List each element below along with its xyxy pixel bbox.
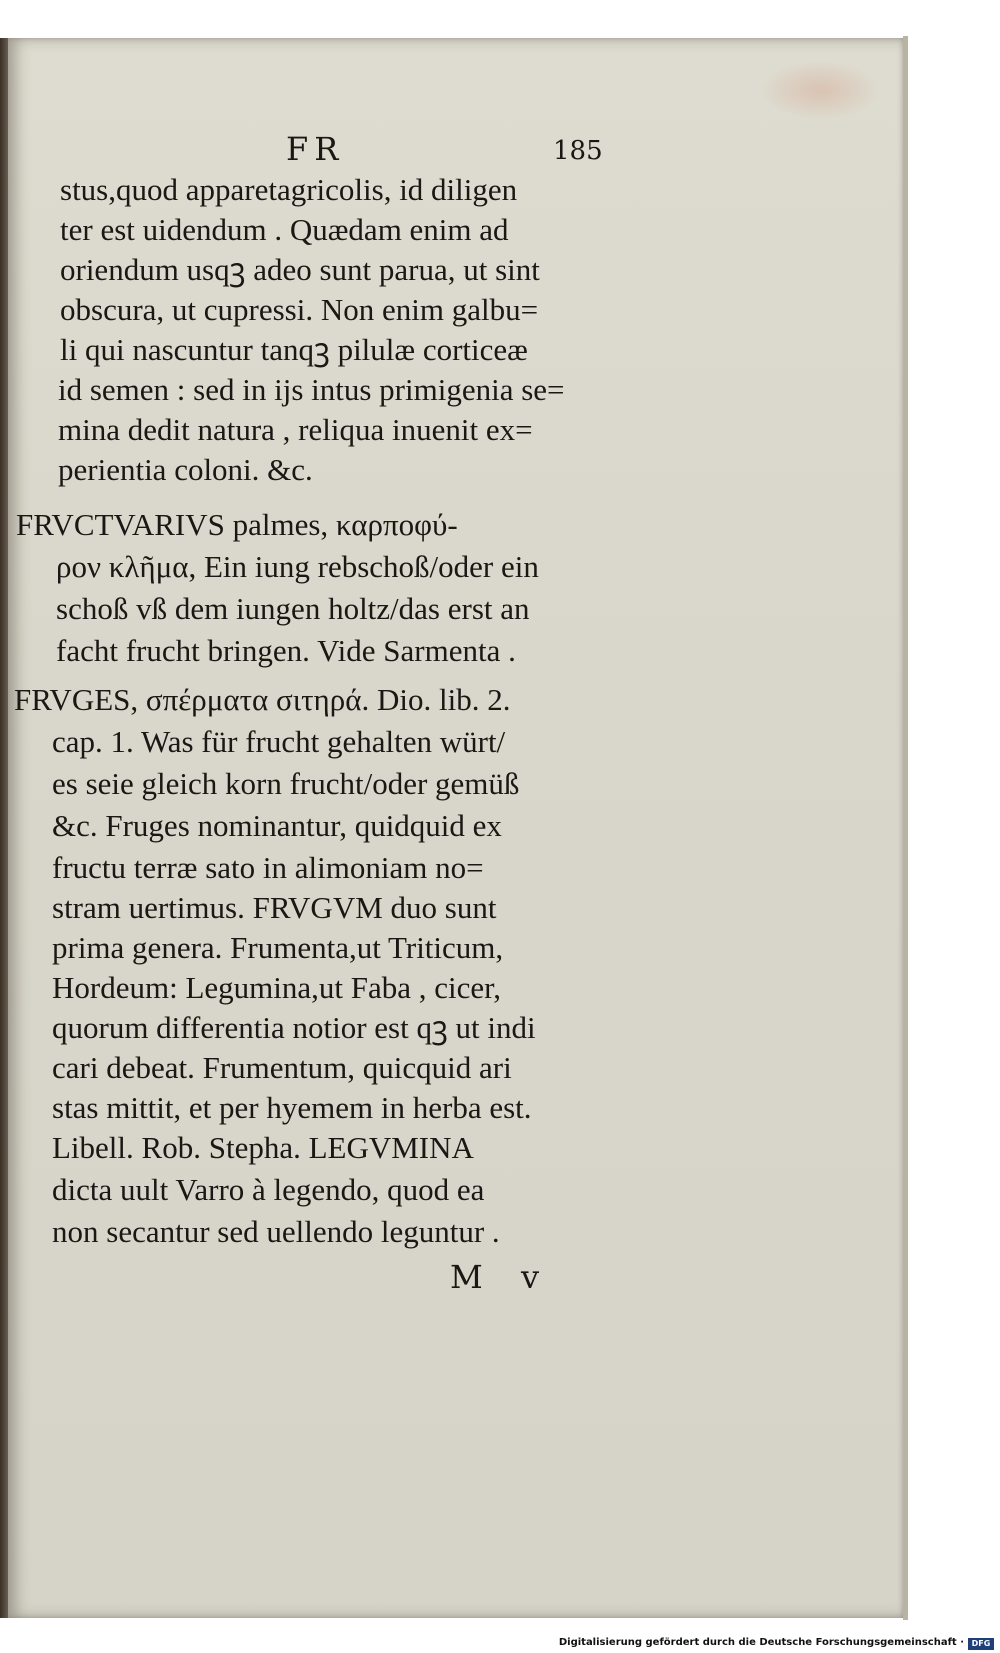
text-line: prima genera. Frumenta,ut Triticum, xyxy=(52,930,504,965)
text-line: ter est uidendum . Quædam enim ad xyxy=(60,212,509,247)
text-line: li qui nascuntur tanqꝫ pilulæ corticeæ xyxy=(60,332,528,367)
text-line: stas mittit, et per hyemem in herba est. xyxy=(52,1090,532,1125)
text-line: dicta uult Varro à legendo, quod ea xyxy=(52,1172,485,1207)
text-line: Hordeum: Legumina,ut Faba , cicer, xyxy=(52,970,501,1005)
text-line: cari debeat. Frumentum, quicquid ari xyxy=(52,1050,512,1085)
entry-headword-line: FRVGES, σπέρματα σιτηρά. Dio. lib. 2. xyxy=(14,682,511,717)
signature-mark: M v xyxy=(450,1258,554,1296)
text-line: Libell. Rob. Stepha. LEGVMINA xyxy=(52,1130,474,1165)
text-line: id semen : sed in ijs intus primigenia se= xyxy=(58,372,565,407)
text-line: es seie gleich korn frucht/oder gemüß xyxy=(52,766,520,801)
text-line: mina dedit natura , reliqua inuenit ex= xyxy=(58,412,533,447)
text-line: non secantur sed uellendo leguntur . xyxy=(52,1214,500,1249)
text-line: cap. 1. Was für frucht gehalten würt/ xyxy=(52,724,506,759)
text-line: facht frucht bringen. Vide Sarmenta . xyxy=(56,633,516,668)
text-line: stus,quod apparetagricolis, id diligen xyxy=(60,172,518,207)
dfg-logo: DFG xyxy=(968,1638,994,1650)
entry-headword-line: FRVCTVARIVS palmes, καρποφύ- xyxy=(16,507,458,542)
text-line: schoß vß dem iungen holtz/das erst an xyxy=(56,591,530,626)
text-line: fructu terræ sato in alimoniam no= xyxy=(52,850,484,885)
text-line: ρον κλῆμα, Ein iung rebschoß/oder ein xyxy=(56,549,539,584)
page-number: 185 xyxy=(553,136,603,166)
running-head: FR xyxy=(286,130,345,168)
text-line: perientia coloni. &c. xyxy=(58,452,313,487)
text-line: &c. Fruges nominantur, quidquid ex xyxy=(52,808,502,843)
text-line: quorum differentia notior est qꝫ ut indi xyxy=(52,1010,536,1045)
text-line: oriendum usqꝫ adeo sunt parua, ut sint xyxy=(60,252,540,287)
digitization-credit: Digitalisierung gefördert durch die Deutsche Forschungsgemeinschaft · xyxy=(558,1637,964,1648)
text-line: stram uertimus. FRVGVM duo sunt xyxy=(52,890,497,925)
text-line: obscura, ut cupressi. Non enim galbu= xyxy=(60,292,539,327)
